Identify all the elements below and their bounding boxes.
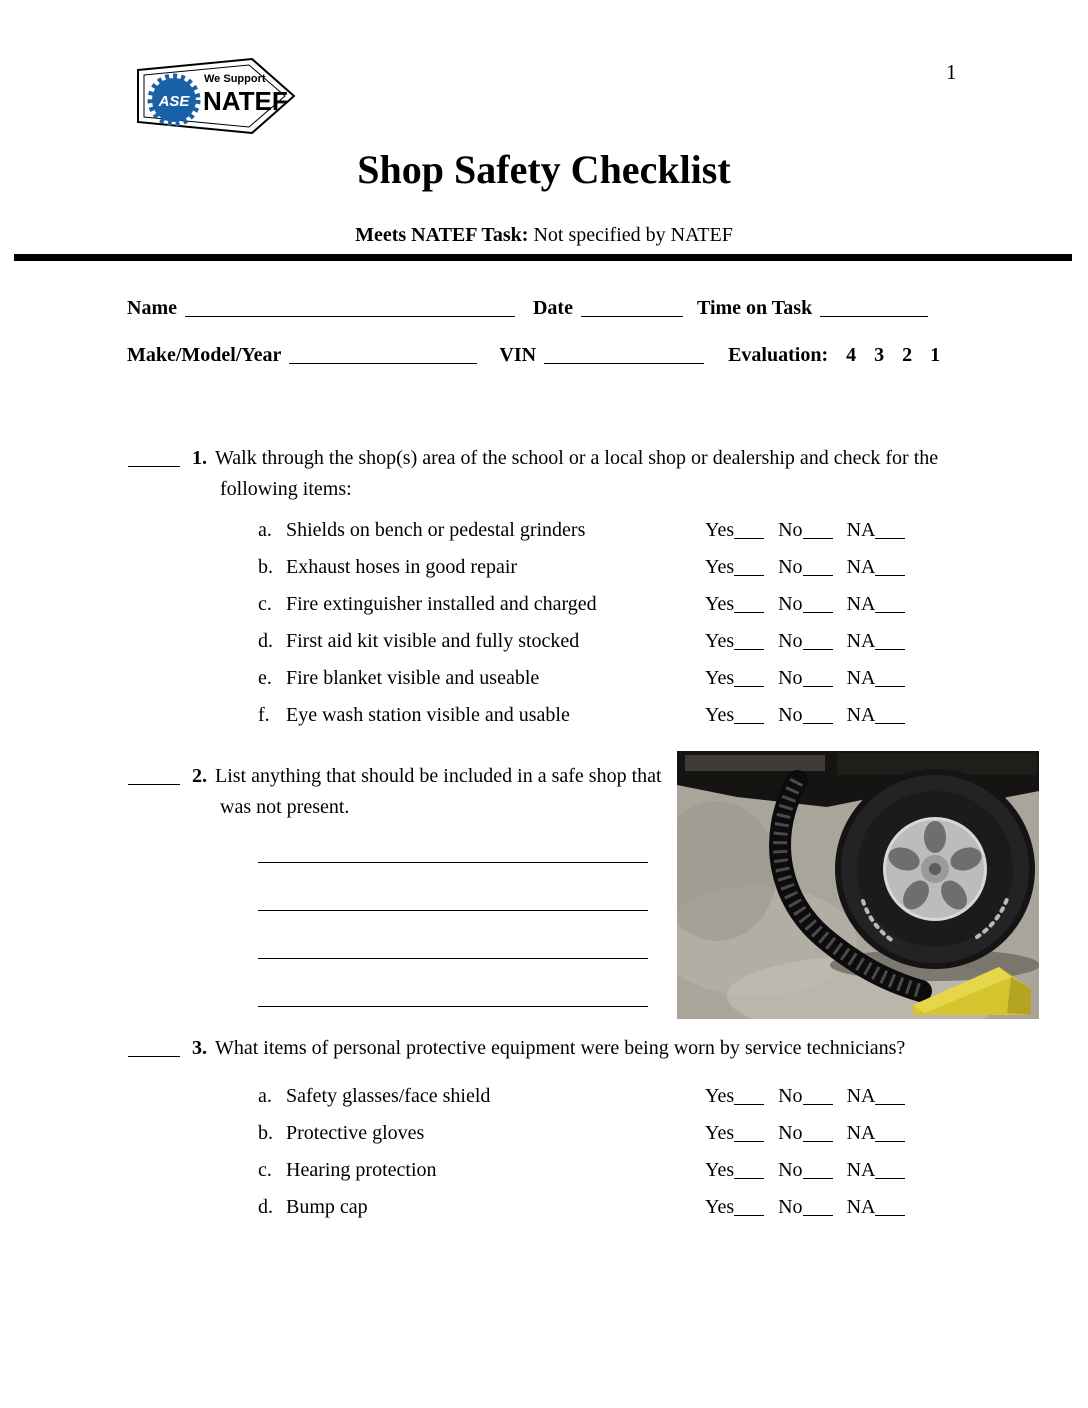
yes-no-na [705, 593, 905, 616]
evaluation-4[interactable]: 4 [846, 344, 857, 366]
yes-blank[interactable] [734, 709, 764, 724]
question-3-score-blank[interactable] [128, 1042, 180, 1057]
question-2-number: 2. [192, 765, 207, 787]
name-label: Name [127, 297, 177, 319]
meets-natef-task-value: Not specified by NATEF [533, 224, 733, 246]
checklist-item [258, 1196, 918, 1226]
checklist-item [258, 1085, 918, 1115]
page-number: 1 [946, 60, 957, 84]
checklist-item [258, 556, 918, 586]
item-letter: a. [258, 519, 272, 541]
answer-line[interactable] [258, 862, 648, 863]
na-label: NA [846, 519, 876, 541]
na-label: NA [846, 1085, 876, 1107]
item-letter: e. [258, 667, 272, 689]
item-text: Shields on bench or pedestal grinders [286, 519, 586, 541]
question-3-number: 3. [192, 1037, 207, 1059]
ase-text: ASE [158, 93, 190, 110]
yes-no-na [705, 1122, 905, 1145]
question-2-score-blank[interactable] [128, 770, 180, 785]
shop-photo [677, 751, 1039, 1019]
no-blank[interactable] [803, 561, 833, 576]
yes-label: Yes [705, 1196, 735, 1218]
na-label: NA [846, 1159, 876, 1181]
item-text: Fire extinguisher installed and charged [286, 593, 597, 615]
checklist-item [258, 519, 918, 549]
no-label: No [778, 630, 803, 652]
yes-label: Yes [705, 556, 735, 578]
na-blank[interactable] [875, 561, 905, 576]
item-text: Safety glasses/face shield [286, 1085, 491, 1107]
yes-blank[interactable] [734, 635, 764, 650]
question-3 [128, 1033, 1088, 1064]
item-letter: f. [258, 704, 270, 726]
no-label: No [778, 704, 803, 726]
no-blank[interactable] [803, 672, 833, 687]
divider-rule [14, 254, 1072, 261]
natef-logo-graphic [130, 54, 304, 138]
na-label: NA [846, 1196, 876, 1218]
item-letter: d. [258, 630, 273, 652]
page-title: Shop Safety Checklist [357, 147, 731, 192]
no-blank[interactable] [803, 635, 833, 650]
answer-line[interactable] [258, 910, 648, 911]
item-text: Hearing protection [286, 1159, 437, 1181]
na-blank[interactable] [875, 1127, 905, 1142]
na-label: NA [846, 630, 876, 652]
na-label: NA [846, 593, 876, 615]
item-text: Exhaust hoses in good repair [286, 556, 518, 578]
yes-no-na [705, 1196, 905, 1219]
question-3-text: What items of personal protective equipment were being worn by service technicians? [215, 1037, 906, 1059]
yes-blank[interactable] [734, 1127, 764, 1142]
na-blank[interactable] [875, 1164, 905, 1179]
evaluation-1[interactable]: 1 [930, 344, 941, 366]
na-blank[interactable] [875, 635, 905, 650]
checklist-item [258, 704, 918, 734]
no-blank[interactable] [803, 1090, 833, 1105]
name-field[interactable] [185, 302, 515, 317]
yes-blank[interactable] [734, 1201, 764, 1216]
no-label: No [778, 1196, 803, 1218]
vin-label: VIN [499, 344, 537, 366]
yes-no-na [705, 556, 905, 579]
yes-no-na [705, 1159, 905, 1182]
evaluation-2[interactable]: 2 [902, 344, 913, 366]
answer-line[interactable] [258, 958, 648, 959]
na-label: NA [846, 667, 876, 689]
no-blank[interactable] [803, 598, 833, 613]
item-letter: b. [258, 1122, 273, 1144]
no-blank[interactable] [803, 1201, 833, 1216]
make-model-year-field[interactable] [289, 349, 477, 364]
yes-blank[interactable] [734, 598, 764, 613]
item-letter: c. [258, 1159, 272, 1181]
yes-label: Yes [705, 593, 735, 615]
we-support-text: We Support [204, 73, 266, 85]
yes-no-na [705, 1085, 905, 1108]
item-text: Protective gloves [286, 1122, 425, 1144]
yes-label: Yes [705, 519, 735, 541]
na-blank[interactable] [875, 1090, 905, 1105]
no-label: No [778, 1159, 803, 1181]
no-blank[interactable] [803, 1127, 833, 1142]
form-row-1 [127, 297, 928, 320]
yes-no-na [705, 667, 905, 690]
na-label: NA [846, 704, 876, 726]
item-text: Bump cap [286, 1196, 368, 1218]
na-blank[interactable] [875, 672, 905, 687]
checklist-item [258, 593, 918, 623]
na-label: NA [846, 1122, 876, 1144]
truck-tire [835, 769, 1035, 969]
item-text: Fire blanket visible and useable [286, 667, 540, 689]
form-row-2 [127, 344, 940, 367]
evaluation-3[interactable]: 3 [874, 344, 885, 366]
make-model-year-label: Make/Model/Year [127, 344, 282, 366]
shop-photo-graphic [677, 751, 1039, 1019]
question-1 [128, 443, 960, 505]
no-blank[interactable] [803, 524, 833, 539]
na-blank[interactable] [875, 709, 905, 724]
item-letter: b. [258, 556, 273, 578]
yes-label: Yes [705, 1085, 735, 1107]
meets-natef-task-label: Meets NATEF Task: [355, 224, 529, 246]
no-label: No [778, 1085, 803, 1107]
yes-blank[interactable] [734, 1164, 764, 1179]
item-text: Eye wash station visible and usable [286, 704, 570, 726]
question-2 [128, 761, 668, 823]
date-label: Date [532, 297, 573, 319]
yes-blank[interactable] [734, 524, 764, 539]
no-label: No [778, 556, 803, 578]
item-letter: a. [258, 1085, 272, 1107]
no-label: No [778, 519, 803, 541]
yes-label: Yes [705, 704, 735, 726]
yes-label: Yes [705, 1122, 735, 1144]
natef-text: NATEF [203, 86, 288, 116]
yes-label: Yes [705, 1159, 735, 1181]
no-label: No [778, 667, 803, 689]
no-label: No [778, 593, 803, 615]
no-label: No [778, 1122, 803, 1144]
na-label: NA [846, 556, 876, 578]
question-1-number: 1. [192, 447, 207, 469]
question-2-text: List anything that should be included in a safe shop that was not present. [215, 765, 662, 818]
checklist-item [258, 630, 918, 660]
yes-label: Yes [705, 630, 735, 652]
item-text: First aid kit visible and fully stocked [286, 630, 580, 652]
na-blank[interactable] [875, 524, 905, 539]
yes-label: Yes [705, 667, 735, 689]
question-1-text: Walk through the shop(s) area of the school or a local shop or dealership and check for the following items: [215, 447, 939, 500]
no-blank[interactable] [803, 1164, 833, 1179]
yes-no-na [705, 704, 905, 727]
item-letter: d. [258, 1196, 273, 1218]
natef-logo [130, 54, 304, 143]
answer-line[interactable] [258, 1006, 648, 1007]
date-field[interactable] [581, 302, 683, 317]
evaluation-label: Evaluation: [728, 344, 829, 366]
yes-no-na [705, 519, 905, 542]
question-1-score-blank[interactable] [128, 452, 180, 467]
no-blank[interactable] [803, 709, 833, 724]
time-on-task-label: Time on Task [696, 297, 813, 319]
subtitle [0, 224, 1088, 247]
time-on-task-field[interactable] [820, 302, 928, 317]
item-letter: c. [258, 593, 272, 615]
yes-blank[interactable] [734, 561, 764, 576]
checklist-item [258, 667, 918, 697]
checklist-item [258, 1159, 918, 1189]
na-blank[interactable] [875, 1201, 905, 1216]
yes-blank[interactable] [734, 672, 764, 687]
checklist-item [258, 1122, 918, 1152]
yes-blank[interactable] [734, 1090, 764, 1105]
yes-no-na [705, 630, 905, 653]
vin-field[interactable] [544, 349, 704, 364]
na-blank[interactable] [875, 598, 905, 613]
